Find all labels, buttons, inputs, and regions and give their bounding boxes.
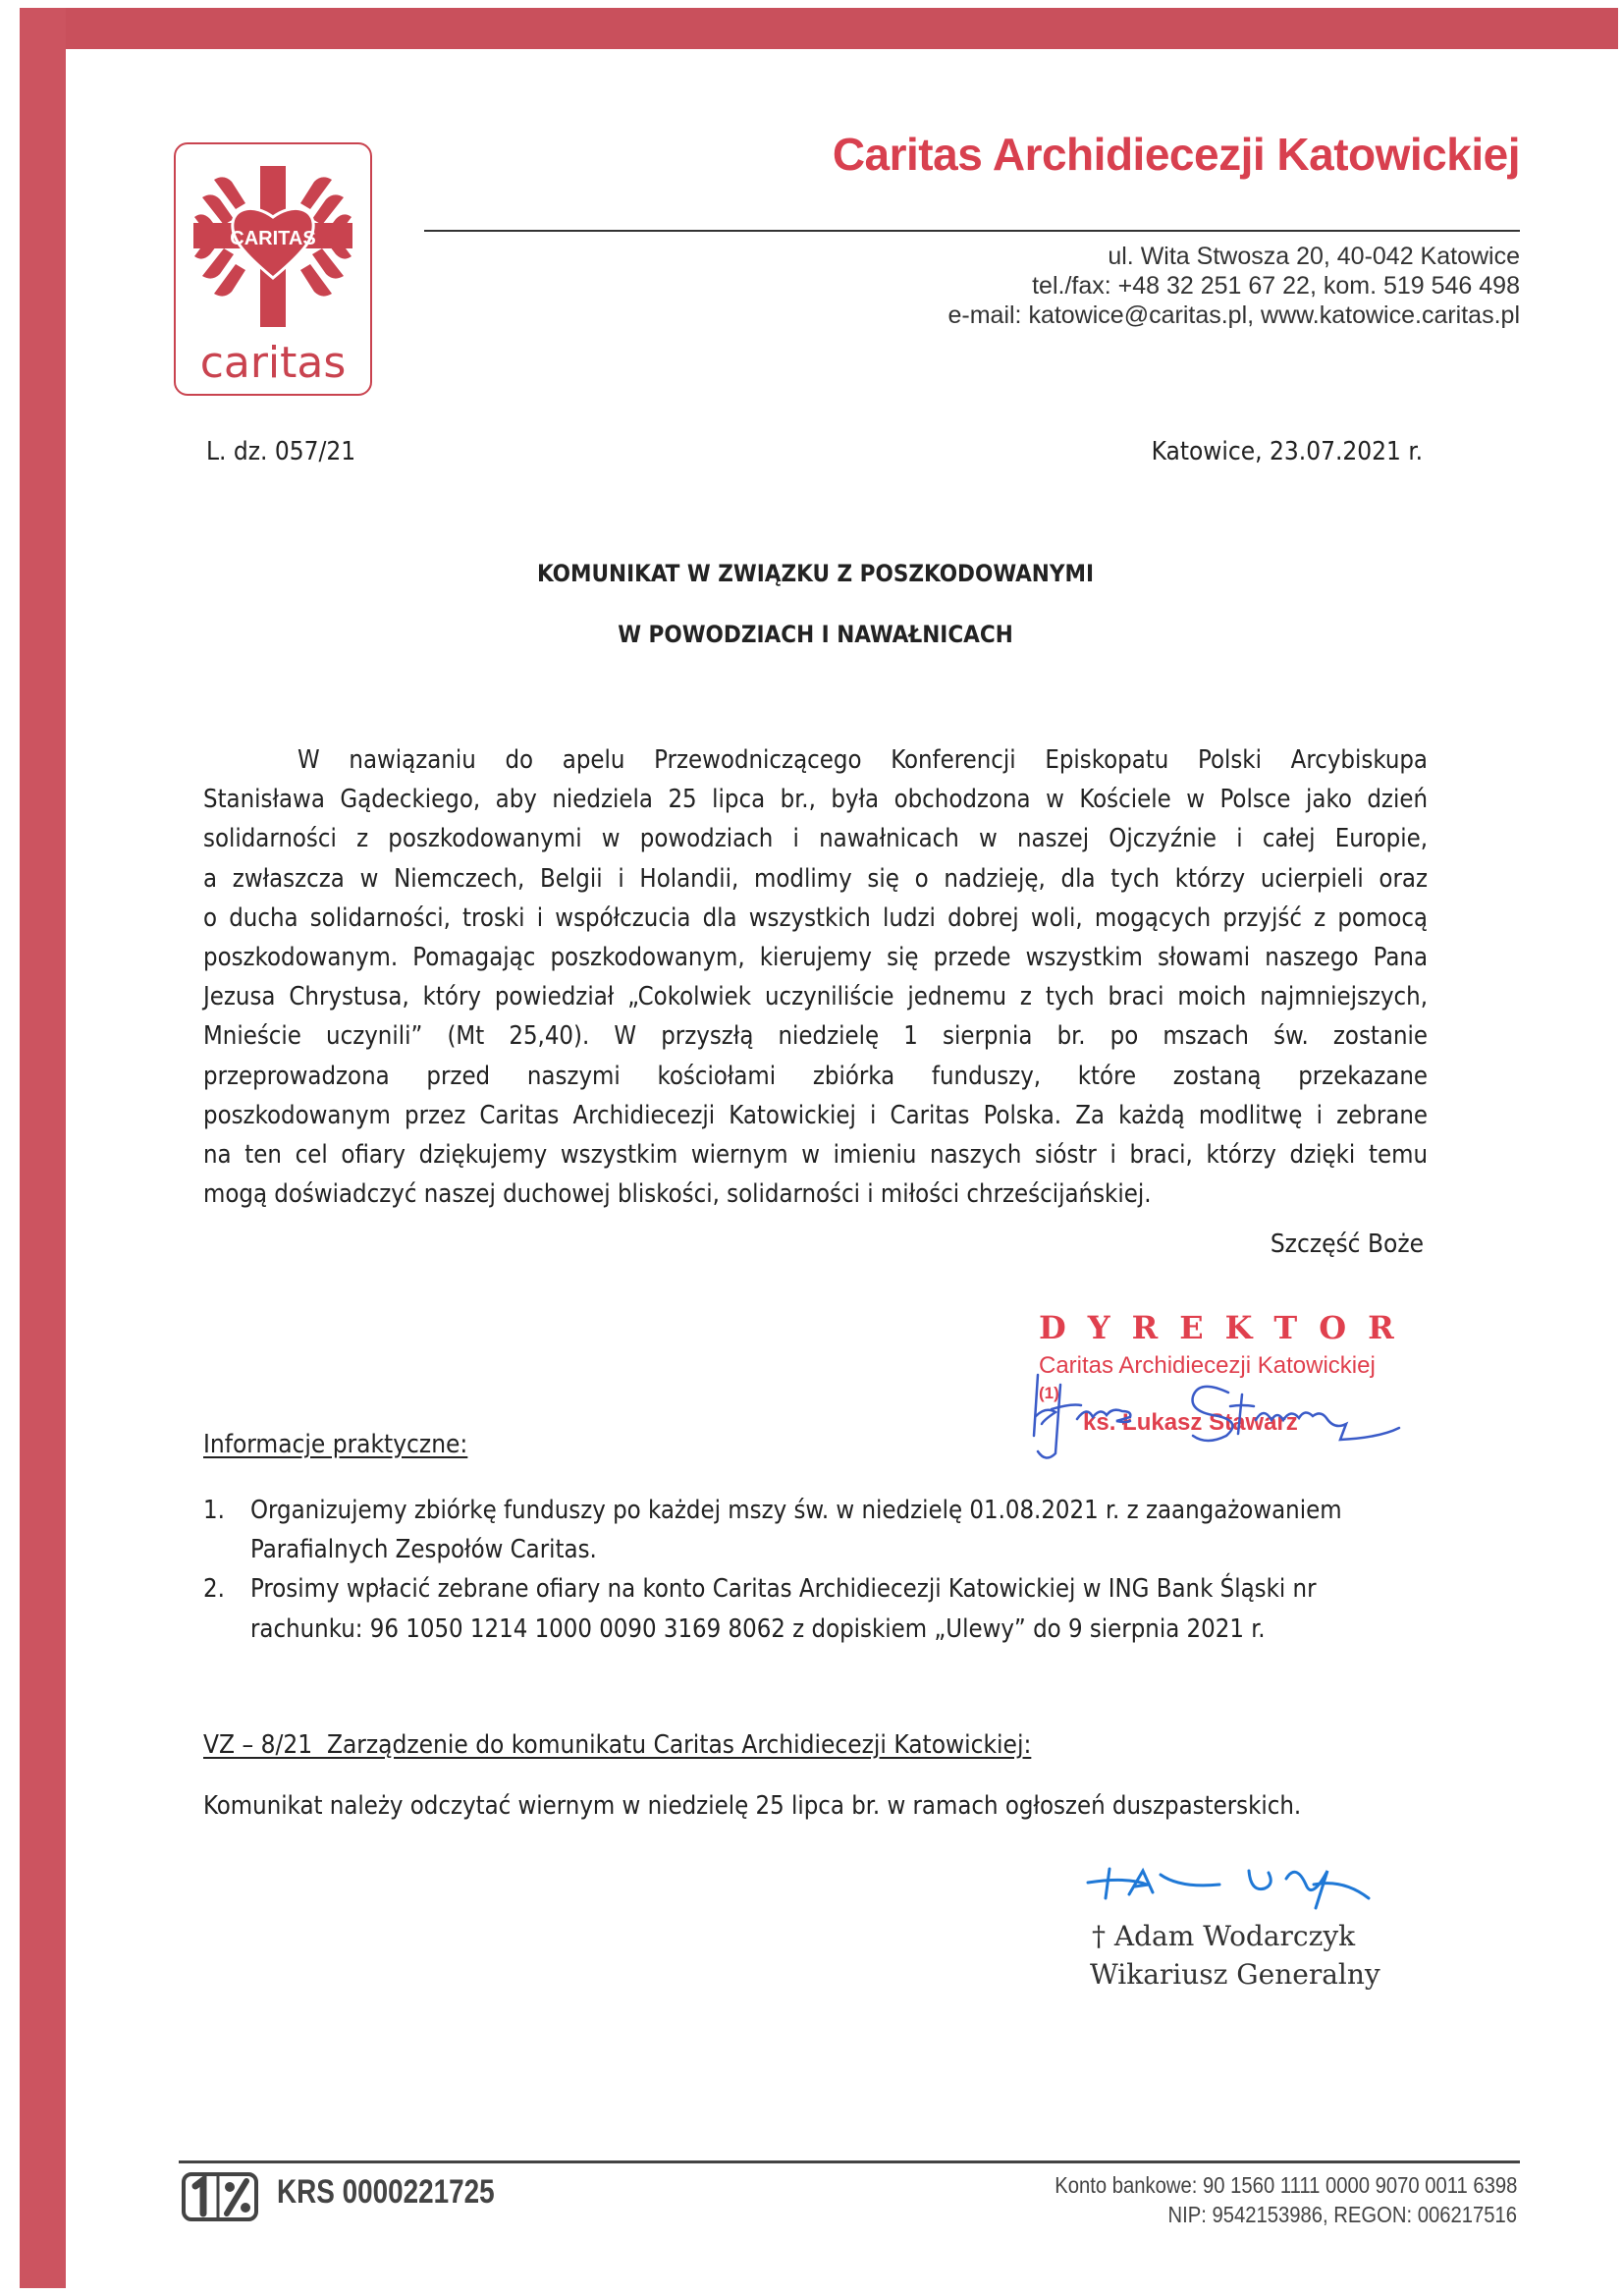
body-line: Jezusa Chrystusa, który powiedział „Cokolwiek uczyniliście jednemu z tych braci moich najmniejszych,	[203, 982, 1428, 1012]
body-line: przeprowadzona przed naszymi kościołami zbiórka funduszy, które zostaną przekazane	[203, 1061, 1428, 1091]
body-line: poszkodowanym przez Caritas Archidiecezji Katowickiej i Caritas Polska. Za każdą modlitwę i zebrane	[203, 1100, 1428, 1130]
caritas-cross-heart-icon	[176, 144, 370, 331]
reference-number: L. dz. 057/21	[206, 437, 356, 466]
letterhead-left-band	[20, 8, 66, 2288]
letterhead-corner	[66, 49, 125, 108]
contact-text: e-mail: katowice@caritas.pl, www.katowice.caritas.pl	[947, 301, 1520, 329]
list-item-line: Prosimy wpłacić zebrane ofiary na konto Caritas Archidiecezji Katowickiej w ING Bank Śląski nr	[250, 1574, 1317, 1605]
document-title-line-1: KOMUNIKAT W ZWIĄZKU Z POSZKODOWANYMI	[536, 560, 1095, 587]
header-divider	[424, 230, 1520, 232]
address-line: ul. Wita Stwosza 20, 40-042 Katowice	[1108, 243, 1520, 270]
order-heading: VZ – 8/21 Zarządzenie do komunikatu Caritas Archidiecezji Katowickiej:	[203, 1730, 1032, 1760]
body-line: a zwłaszcza w Niemczech, Belgii i Holandii, modlimy się o nadzieję, dla tych którzy ucierpieli oraz	[203, 863, 1428, 894]
logo-heart-text: CARITAS	[230, 228, 316, 249]
signer-title: Wikariusz Generalny	[1090, 1958, 1380, 1991]
document-title-line-2: W POWODZIACH I NAWAŁNICACH	[618, 621, 1013, 648]
krs-number: KRS 0000221725	[277, 2173, 495, 2211]
closing-greeting: Szczęść Boże	[1270, 1230, 1424, 1259]
director-signature-icon	[1016, 1355, 1468, 1463]
body-line: o ducha solidarności, troski i współczucia dla wszystkich ludzi dobrej woli, mogących przyjść z pomocą	[203, 902, 1428, 933]
one-percent-icon	[182, 2172, 258, 2221]
list-item-line: rachunku: 96 1050 1214 1000 0090 3169 8062 z dopiskiem „Ulewy” do 9 sierpnia 2021 r.	[250, 1613, 1266, 1644]
body-line: poszkodowanym. Pomagając poszkodowanym, kierujemy się przede wszystkim słowami naszego Pana	[203, 943, 1428, 973]
list-item-line: Parafialnych Zespołów Caritas.	[250, 1535, 597, 1565]
body-line: Stanisława Gądeckiego, aby niedziela 25 lipca br., była obchodzona w Kościele w Polsce jako dzień	[203, 785, 1428, 815]
bank-account: Konto bankowe: 90 1560 1111 0000 9070 0011 6398	[1054, 2172, 1517, 2198]
list-item	[203, 1569, 1431, 1648]
practical-info-list	[203, 1491, 1431, 1649]
stamp-name: ks. Łukasz Stawarz	[1083, 1409, 1298, 1436]
list-item-number: 2.	[203, 1574, 225, 1605]
caritas-logo	[174, 142, 372, 396]
contact-line	[947, 301, 1520, 330]
practical-info-heading: Informacje praktyczne:	[203, 1430, 468, 1459]
stamp-organization: Caritas Archidiecezji Katowickiej	[1039, 1352, 1376, 1379]
body-paragraph	[203, 740, 1428, 1214]
letterhead-top-band	[24, 8, 1618, 49]
organization-name: Caritas Archidiecezji Katowickiej	[832, 129, 1520, 180]
body-line: na ten cel ofiary dziękujemy wszystkim wiernym w imieniu naszych sióstr i braci, którzy dzięki temu	[203, 1140, 1428, 1171]
tax-ids: NIP: 9542153986, REGON: 006217516	[1167, 2202, 1517, 2227]
stamp-role: DYREKTOR	[1039, 1309, 1416, 1346]
body-line: solidarności z poszkodowanymi w powodziach i nawałnicach w naszej Ojczyźnie i całej Europie,	[203, 824, 1428, 854]
place-date: Katowice, 23.07.2021 r.	[1151, 437, 1423, 466]
stamp-number: (1)	[1039, 1384, 1059, 1402]
list-item-number: 1.	[203, 1496, 225, 1525]
list-item	[203, 1491, 1431, 1569]
body-line: Mnieście uczynili” (Mt 25,40). W przyszłą niedzielę 1 sierpnia br. po mszach św. zostanie	[203, 1021, 1428, 1052]
body-line: W nawiązaniu do apelu Przewodniczącego Konferencji Episkopatu Polski Arcybiskupa	[298, 745, 1428, 775]
vicar-signature-icon	[1080, 1861, 1414, 1920]
phone-line: tel./fax: +48 32 251 67 22, kom. 519 546 498	[1032, 272, 1520, 300]
signer-name: † Adam Wodarczyk	[1092, 1920, 1356, 1952]
list-item-line: Organizujemy zbiórkę funduszy po każdej mszy św. w niedzielę 01.08.2021 r. z zaangażowaniem	[250, 1496, 1342, 1525]
body-line: mogą doświadczyć naszej duchowej bliskości, solidarności i miłości chrześcijańskiej.	[203, 1179, 1152, 1210]
footer-divider	[179, 2160, 1520, 2163]
order-text: Komunikat należy odczytać wiernym w niedzielę 25 lipca br. w ramach ogłoszeń duszpasterskich.	[203, 1791, 1302, 1821]
logo-wordmark: caritas	[199, 338, 347, 388]
